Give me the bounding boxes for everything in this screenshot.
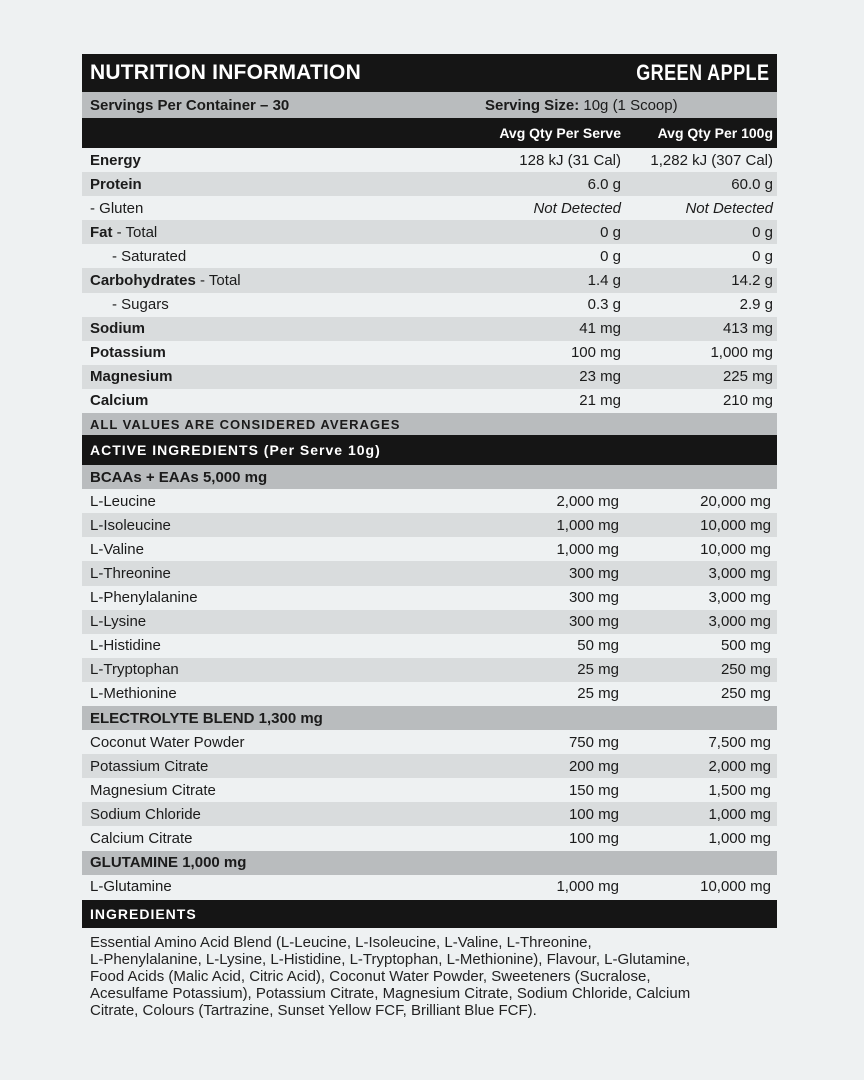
ingredient-serve: 1,000 mg [556, 516, 619, 534]
nutrient-name: - Gluten [90, 199, 144, 217]
ingredient-row [82, 682, 777, 706]
ingredient-row [82, 754, 777, 778]
nutrient-per100: 225 mg [722, 368, 773, 386]
ingredient-row [82, 561, 777, 585]
section-title: GLUTAMINE 1,000 mg [90, 854, 247, 872]
nutrient-serve: 128 kJ (31 Cal) [519, 151, 621, 169]
ingredient-per100: 2,000 mg [708, 757, 771, 775]
ingredient-name: L-Isoleucine [90, 516, 171, 534]
ingredients-text [82, 928, 777, 1019]
ingredient-row [82, 610, 777, 634]
ingredient-row [82, 513, 777, 537]
nutrient-per100: 1,282 kJ (307 Cal) [650, 151, 773, 169]
serving-size [465, 97, 678, 114]
nutrient-serve: 41 mg [579, 320, 621, 338]
ingredient-name: L-Phenylalanine [90, 589, 198, 607]
ingredient-serve: 50 mg [577, 637, 619, 655]
serving-row [82, 92, 777, 118]
nutrient-name: Energy [90, 151, 141, 169]
nutrient-suffix: - Total [112, 223, 158, 241]
panel-header [82, 54, 777, 92]
ingredient-name: Magnesium Citrate [90, 781, 216, 799]
nutrient-serve: 0 g [600, 223, 621, 241]
nutrient-per100: 0 g [752, 223, 773, 241]
ingredient-serve: 1,000 mg [556, 540, 619, 558]
nutrient-serve: Not Detected [533, 199, 621, 217]
ingredient-name: Calcium Citrate [90, 829, 193, 847]
nutrient-name: Carbohydrates [90, 272, 196, 290]
ingredient-per100: 3,000 mg [708, 589, 771, 607]
ingredient-per100: 20,000 mg [700, 492, 771, 510]
nutrient-per100: Not Detected [685, 199, 773, 217]
serving-size-value: 10g (1 Scoop) [579, 96, 678, 114]
nutrient-name-cell [82, 272, 465, 289]
averages-note-text: ALL VALUES ARE CONSIDERED AVERAGES [90, 416, 401, 432]
ingredients-line: Essential Amino Acid Blend (L-Leucine, L-Isoleucine, L-Valine, L-Threonine, [90, 933, 592, 951]
ingredient-row [82, 634, 777, 658]
ingredient-per100: 10,000 mg [700, 540, 771, 558]
ingredient-per100: 1,500 mg [708, 781, 771, 799]
ingredient-name: L-Methionine [90, 685, 177, 703]
active-ingredients-header [82, 435, 777, 465]
section-header-bcaa [82, 465, 777, 489]
ingredient-serve: 25 mg [577, 661, 619, 679]
column-header-per-serve: Avg Qty Per Serve [499, 125, 621, 141]
nutrient-name: Fat [90, 223, 113, 241]
nutrient-name: - Saturated [112, 247, 187, 265]
ingredient-serve: 2,000 mg [556, 492, 619, 510]
nutrition-panel [82, 54, 777, 1019]
ingredient-per100: 3,000 mg [708, 564, 771, 582]
nutrient-serve: 0 g [600, 247, 621, 265]
ingredient-name: L-Leucine [90, 492, 156, 510]
ingredient-per100: 10,000 mg [700, 878, 771, 896]
ingredient-name: Sodium Chloride [90, 805, 201, 823]
nutrient-serve: 23 mg [579, 368, 621, 386]
ingredients-line: Citrate, Colours (Tartrazine, Sunset Yellow FCF, Brilliant Blue FCF). [90, 1001, 537, 1019]
ingredient-name: Potassium Citrate [90, 757, 209, 775]
ingredient-serve: 300 mg [568, 564, 619, 582]
ingredient-serve: 100 mg [568, 829, 619, 847]
ingredient-serve: 25 mg [577, 685, 619, 703]
nutrient-serve: 0.3 g [587, 296, 621, 314]
ingredients-title: INGREDIENTS [90, 905, 197, 922]
nutrient-row [82, 148, 777, 172]
nutrient-name-cell [82, 224, 465, 241]
section-header-electrolyte [82, 706, 777, 730]
nutrient-name: Protein [90, 175, 142, 193]
nutrient-per100: 413 mg [722, 320, 773, 338]
nutrient-serve: 6.0 g [587, 175, 621, 193]
nutrient-name: Calcium [90, 392, 149, 410]
nutrient-row [82, 365, 777, 389]
servings-per-container: Servings Per Container – 30 [90, 96, 290, 114]
active-ingredients-title: ACTIVE INGREDIENTS (Per Serve 10g) [90, 442, 381, 459]
ingredient-row [82, 778, 777, 802]
ingredient-row [82, 537, 777, 561]
section-header-glutamine [82, 851, 777, 875]
nutrient-serve: 1.4 g [587, 272, 621, 290]
nutrient-name: Sodium [90, 320, 145, 338]
ingredient-serve: 100 mg [568, 805, 619, 823]
ingredient-name: Coconut Water Powder [90, 733, 245, 751]
nutrient-row [82, 317, 777, 341]
nutrient-name: Magnesium [90, 368, 173, 386]
nutrient-per100: 60.0 g [731, 175, 773, 193]
nutrient-serve: 21 mg [579, 392, 621, 410]
ingredient-per100: 10,000 mg [700, 516, 771, 534]
nutrient-per100: 1,000 mg [710, 344, 773, 362]
ingredient-name: L-Histidine [90, 637, 161, 655]
ingredient-serve: 750 mg [568, 733, 619, 751]
nutrient-row [82, 268, 777, 292]
ingredient-per100: 1,000 mg [708, 805, 771, 823]
nutrient-name: - Sugars [112, 296, 169, 314]
ingredient-row [82, 826, 777, 850]
ingredient-serve: 1,000 mg [556, 878, 619, 896]
section-title: ELECTROLYTE BLEND 1,300 mg [90, 709, 323, 727]
nutrient-row [82, 389, 777, 413]
ingredient-serve: 200 mg [568, 757, 619, 775]
ingredient-name: L-Threonine [90, 564, 171, 582]
ingredients-line: L-Phenylalanine, L-Lysine, L-Histidine, L-Tryptophan, L-Methionine), Flavour, L-Glutamine, [90, 950, 691, 968]
panel-title: NUTRITION INFORMATION [90, 61, 361, 84]
ingredient-serve: 150 mg [568, 781, 619, 799]
nutrient-per100: 0 g [752, 247, 773, 265]
nutrient-name: Potassium [90, 344, 166, 362]
section-title: BCAAs + EAAs 5,000 mg [90, 468, 268, 486]
ingredient-per100: 7,500 mg [708, 733, 771, 751]
column-header-row [82, 118, 777, 148]
ingredient-row [82, 489, 777, 513]
ingredients-line: Acesulfame Potassium), Potassium Citrate, Magnesium Citrate, Sodium Chloride, Calcium [90, 984, 691, 1002]
nutrient-row [82, 220, 777, 244]
nutrient-suffix: - Total [195, 272, 241, 290]
nutrient-row [82, 196, 777, 220]
ingredient-row [82, 658, 777, 682]
nutrient-row [82, 341, 777, 365]
ingredient-row [82, 875, 777, 899]
ingredients-header [82, 900, 777, 928]
ingredient-per100: 3,000 mg [708, 613, 771, 631]
ingredient-row [82, 586, 777, 610]
ingredient-name: L-Valine [90, 540, 144, 558]
column-header-per-100g: Avg Qty Per 100g [657, 125, 773, 141]
ingredient-serve: 300 mg [568, 589, 619, 607]
nutrient-serve: 100 mg [570, 344, 621, 362]
ingredient-per100: 500 mg [720, 637, 771, 655]
nutrient-per100: 210 mg [722, 392, 773, 410]
nutrient-row [82, 244, 777, 268]
ingredient-name: L-Lysine [90, 613, 147, 631]
nutrient-per100: 14.2 g [731, 272, 773, 290]
serving-size-label: Serving Size: [485, 96, 580, 114]
ingredient-name: L-Glutamine [90, 878, 172, 896]
nutrient-per100: 2.9 g [739, 296, 773, 314]
averages-note [82, 413, 777, 435]
ingredient-serve: 300 mg [568, 613, 619, 631]
ingredient-per100: 1,000 mg [708, 829, 771, 847]
ingredient-row [82, 730, 777, 754]
ingredient-per100: 250 mg [720, 685, 771, 703]
ingredients-line: Food Acids (Malic Acid, Citric Acid), Coconut Water Powder, Sweeteners (Sucralose, [90, 967, 651, 985]
nutrient-row [82, 172, 777, 196]
ingredient-name: L-Tryptophan [90, 661, 179, 679]
flavor-name: GREEN APPLE [635, 60, 769, 85]
ingredient-per100: 250 mg [720, 661, 771, 679]
ingredient-row [82, 802, 777, 826]
nutrient-row [82, 293, 777, 317]
